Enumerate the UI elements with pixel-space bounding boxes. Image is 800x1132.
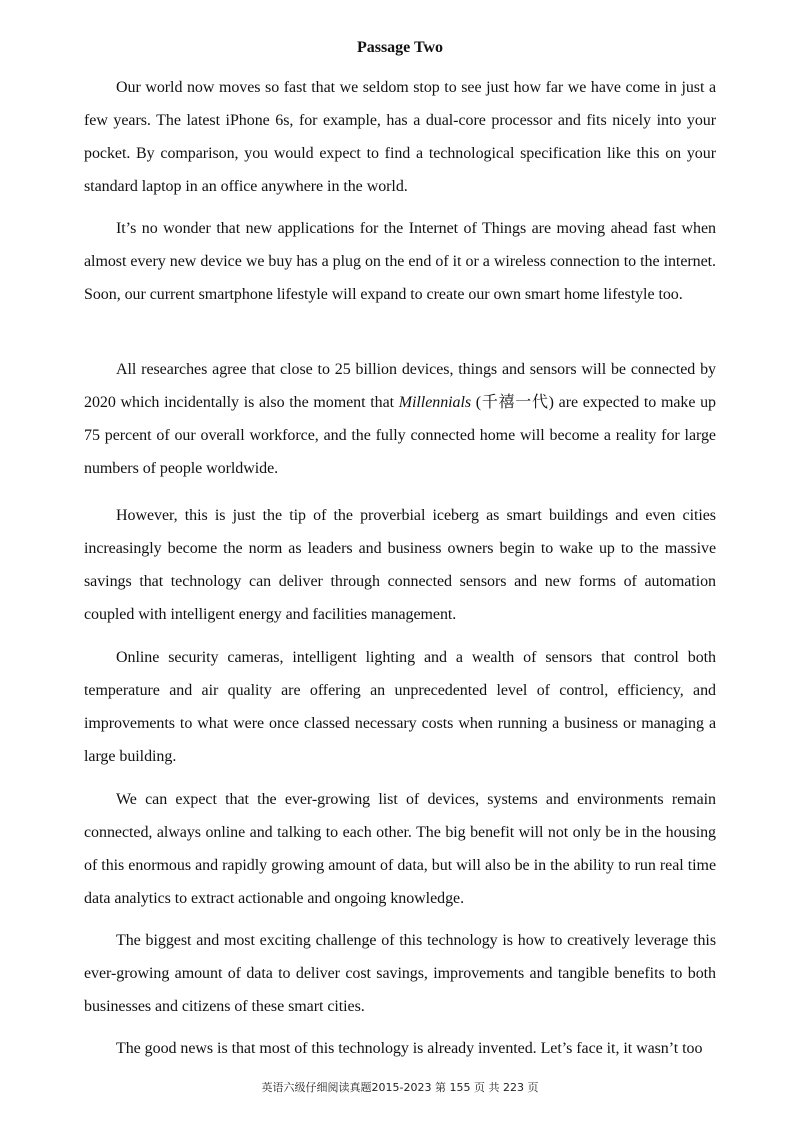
paragraph-3 <box>84 353 716 485</box>
paragraph-6: We can expect that the ever-growing list of devices, systems and environments remain connected, always online and talking to each other. The big benefit will not only be in the housing of this enormous and rapidly growing amount of data, but will also be in the ability to run real time data analytics to extract actionable and ongoing knowledge. <box>84 791 716 907</box>
paragraph-4: However, this is just the tip of the proverbial iceberg as smart buildings and even cities increasingly become the norm as leaders and business owners begin to wake up to the massive savings that technology can deliver through connected sensors and new forms of automation coupled with intelligent energy and facilities management. <box>84 507 716 623</box>
paragraph-2: It’s no wonder that new applications for the Internet of Things are moving ahead fast when almost every new device we buy has a plug on the end of it or a wireless connection to the internet. Soon, our current smartphone lifestyle will expand to create our own smart home lifestyle too. <box>84 220 716 303</box>
passage-title: Passage Two <box>356 39 444 56</box>
paragraph-3-text-after: (千禧一代) are expected to make up 75 percent of our overall workforce, and the fully connected home will become a reality for large numbers of people worldwide. <box>84 394 717 477</box>
paragraph-3-text-before: All researches agree that close to 25 billion devices, things and sensors will be connected by 2020 which incidentally is also the moment that <box>84 361 716 411</box>
millennials-term: Millennials <box>398 394 472 411</box>
paragraph-5: Online security cameras, intelligent lighting and a wealth of sensors that control both temperature and air quality are offering an unprecedented level of control, efficiency, and improvements to what were once classed necessary costs when running a business or managing a large building. <box>84 649 716 765</box>
paragraph-1: Our world now moves so fast that we seldom stop to see just how far we have come in just a few years. The latest iPhone 6s, for example, has a dual-core processor and fits nicely into your pocket. By comparison, you would expect to find a technological specification like this on your standard laptop in an office anywhere in the world. <box>84 79 716 195</box>
paragraph-8: The good news is that most of this technology is already invented. Let’s face it, it wasn’t too <box>116 1040 703 1057</box>
paragraph-7: The biggest and most exciting challenge of this technology is how to creatively leverage this ever-growing amount of data to deliver cost savings, improvements and tangible benefits to both businesses and citizens of these smart cities. <box>84 932 716 1015</box>
page-footer: 英语六级仔细阅读真题2015-2023 第 155 页 共 223 页 <box>261 1081 539 1094</box>
